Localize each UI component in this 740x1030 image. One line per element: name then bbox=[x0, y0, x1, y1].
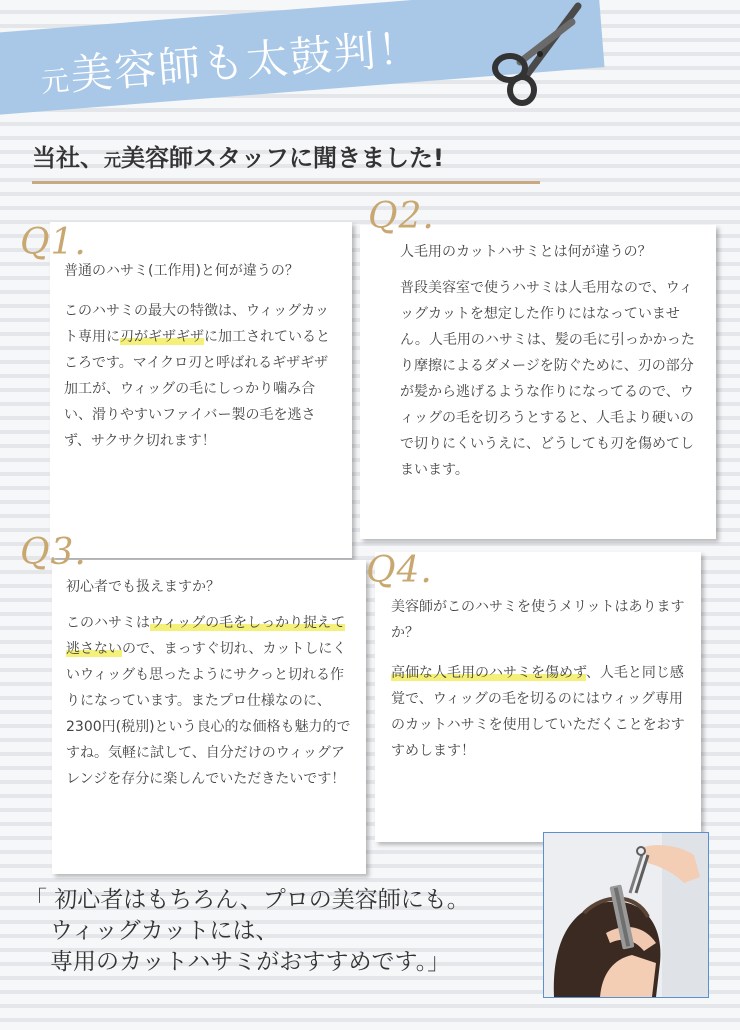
q4-label: Q4. bbox=[366, 550, 433, 591]
banner-prefix: 元 bbox=[39, 63, 73, 99]
highlight-text: 刃がギザギザ bbox=[120, 329, 204, 345]
quote-line-1: 「 初心者はもちろん、プロの美容師にも。 bbox=[24, 887, 470, 913]
question-text: 初心者でも扱えますか？ bbox=[66, 579, 220, 595]
scissors-icon bbox=[482, 2, 582, 106]
banner-title-text: 美容師も太鼓判！ bbox=[68, 23, 424, 100]
section-subtitle: 当社、元美容師スタッフに聞きました! bbox=[32, 138, 540, 184]
stylist-cutting-wig-illustration bbox=[544, 833, 708, 997]
q2-label: Q2. bbox=[368, 196, 435, 237]
answer-text: このハサミはウィッグの毛をしっかり捉えて逃さないので、まっすぐ切れ、カットしにくいウィッグも思ったようにサクっと切れる作りになっています。またプロ仕様なのに、2300円(税別)という良心的な価格も魅力的ですね。気軽に試して、自分だけのウィッグアレンジを存分に楽しんでいただきたいです！ bbox=[66, 615, 351, 787]
answer-text: このハサミの最大の特徴は、ウィッグカット専用に刃がギザギザに加工されているところです。マイクロ刃と呼ばれるギザギザ加工が、ウィッグの毛にしっかり噛み合い、滑りやすいファイバー製の毛を逃さず、サクサク切れます！ bbox=[64, 303, 330, 449]
closing-quote bbox=[20, 885, 470, 978]
qa-card-1 bbox=[50, 222, 352, 558]
qa-card-3 bbox=[52, 560, 366, 874]
question-text: 普通のハサミ(工作用)と何が違うの？ bbox=[64, 263, 299, 279]
highlight-text: ウィッグの毛をしっかり捉えて逃さない bbox=[66, 615, 346, 657]
stylist-photo bbox=[543, 832, 709, 998]
q1-label: Q1. bbox=[20, 222, 87, 263]
highlight-text: 高価な人毛用のハサミを傷めず bbox=[391, 665, 586, 681]
quote-line-3: 専用のカットハサミがおすすめです。」 bbox=[50, 949, 451, 975]
answer-text: 普段美容室で使うハサミは人毛用なので、ウィッグカットを想定した作りにはなっていません。人毛用のハサミは、髪の毛に引っかかったり摩擦によるダメージを防ぐために、刃の部分が髪から逃げるような作りになってるので、ウィッグの毛を切ろうとすると、人毛より硬いので切りにくいうえに、どうしても刃を傷めてしまいます。 bbox=[400, 280, 695, 478]
q3-label: Q3. bbox=[20, 532, 87, 573]
question-text: 美容師がこのハサミを使うメリットはありますか？ bbox=[391, 599, 685, 641]
quote-line-2: ウィッグカットには、 bbox=[50, 918, 279, 944]
question-text: 人毛用のカットハサミとは何が違うの？ bbox=[400, 244, 652, 260]
qa-card-2 bbox=[360, 225, 716, 539]
qa-card-4 bbox=[375, 552, 701, 842]
answer-text: 高価な人毛用のハサミを傷めず、人毛と同じ感覚で、ウィッグの毛を切るのにはウィッグ専用のカットハサミを使用していただくことをおすすめします！ bbox=[391, 665, 685, 759]
